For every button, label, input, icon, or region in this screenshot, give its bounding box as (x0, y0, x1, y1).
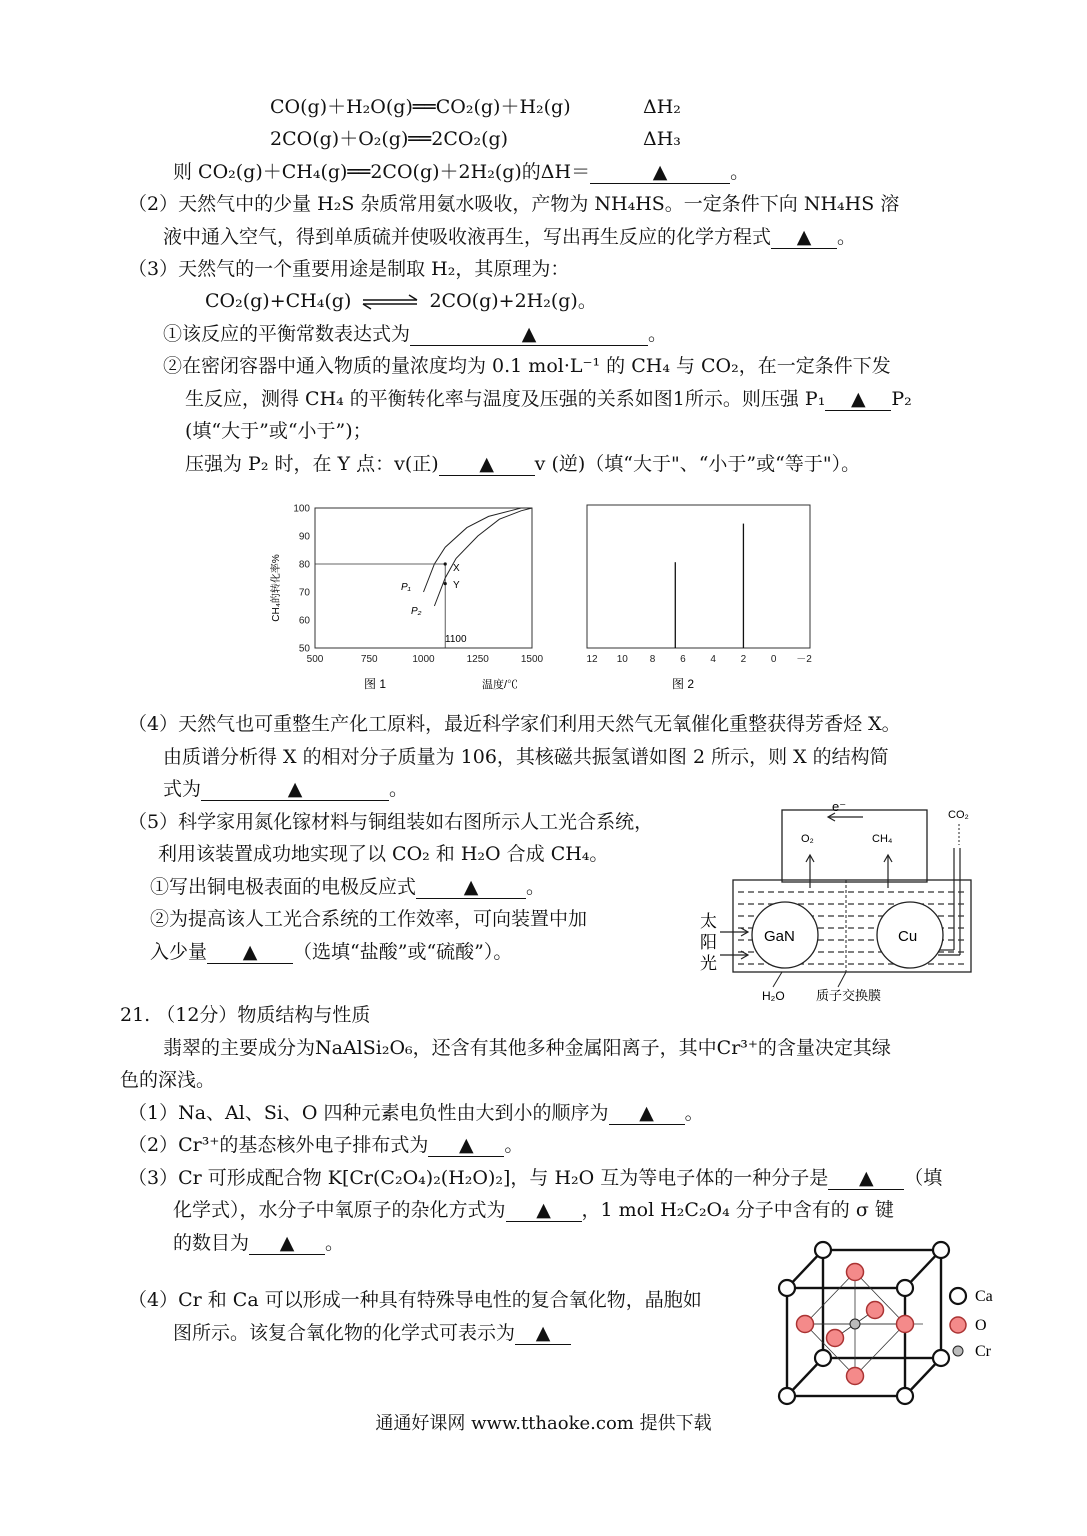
crystal-cell-diagram (765, 1238, 1030, 1408)
delta-h3: ΔH₃ (643, 128, 681, 150)
ca-atom (933, 1350, 949, 1366)
y-tick-label: 100 (293, 503, 310, 515)
question-21-3-line-3: 的数目为 ▲ 。 (173, 1232, 345, 1254)
y-tick-label: 90 (298, 531, 310, 543)
question-4-line-1: （4）天然气也可重整生产化工原料，最近科学家们利用天然气无氧催化重整获得芳香烃 X。 (128, 713, 901, 735)
question-5-1: ①写出铜电极表面的电极反应式 ▲ 。 (150, 876, 546, 898)
sun-label-3: 光 (700, 954, 717, 974)
question-21-title: 21. （12分）物质结构与性质 (120, 1004, 371, 1026)
ppm-tick-label: 8 (649, 654, 656, 665)
answer-blank: ▲ (249, 1232, 325, 1255)
h2o-label: H₂O (762, 989, 785, 1003)
question-21-intro-2: 色的深浅。 (120, 1069, 216, 1091)
x-tick-label: 750 (360, 654, 378, 665)
answer-blank: ▲ (609, 1102, 685, 1125)
o-atom (847, 1264, 864, 1281)
label-1100: 1100 (445, 634, 467, 645)
label-x: X (453, 563, 460, 574)
electron-label: e⁻ (832, 800, 847, 814)
answer-blank: ▲ (590, 161, 730, 184)
x-tick-label: 1500 (520, 654, 544, 665)
equation-line-2: 2CO(g)＋O₂(g)══2CO₂(g) (270, 128, 509, 150)
x-tick-label: 1000 (412, 654, 435, 665)
question-5-2-line-1: ②为提高该人工光合系统的工作效率，可向装置中加 (150, 908, 588, 930)
question-21-3-line-2: 化学式），水分子中氧原子的杂化方式为 ▲ ，1 mol H₂C₂O₄ 分子中含有的 σ 键 (173, 1199, 894, 1221)
external-circuit (782, 810, 927, 882)
question-3-2-line-1: ②在密闭容器中通入物质的量浓度均为 0.1 mol·L⁻¹ 的 CH₄ 与 CO₂，在一定条件下发 (163, 355, 891, 377)
y-tick-label: 80 (298, 559, 310, 571)
question-3-2-line-4: 压强为 P₂ 时，在 Y 点：v(正) ▲ v (逆)（填“大于"、“小于”或“等于"）。 (185, 453, 861, 475)
answer-blank: ▲ (410, 323, 648, 346)
figure-2-nmr (580, 498, 820, 696)
x-tick-label: 1250 (466, 654, 489, 665)
answer-blank: ▲ (439, 453, 535, 476)
y-tick-label: 60 (298, 615, 310, 627)
ca-atom (897, 1388, 913, 1404)
label-p1: P₁ (401, 582, 411, 593)
question-5-2-line-2: 入少量 ▲ （选填“盐酸”或“硫酸”）。 (150, 941, 513, 963)
ppm-tick-label: 10 (616, 654, 628, 665)
y-axis-label: CH₄的转化率% (271, 554, 282, 622)
equilibrium-arrow-icon (357, 292, 423, 312)
o-atom (897, 1316, 914, 1333)
cr-legend-icon (953, 1346, 963, 1356)
ca-legend-label: Ca (975, 1288, 993, 1305)
question-4-line-3: 式为 ▲ 。 (163, 778, 409, 800)
membrane-label: 质子交换膜 (816, 989, 882, 1004)
question-3-intro: （3）天然气的一个重要用途是制取 H₂，其原理为： (128, 258, 570, 280)
answer-blank: ▲ (771, 226, 837, 249)
ca-atom (897, 1280, 913, 1296)
answer-blank: ▲ (515, 1322, 571, 1345)
question-3-2-line-2: 生反应，测得 CH₄ 的平衡转化率与温度及压强的关系如图1所示。则压强 P₁ ▲ P₂ (185, 388, 912, 410)
question-3-equation: CO₂(g)+CH₄(g) 2CO(g)+2H₂(g)。 (205, 290, 597, 312)
answer-blank: ▲ (828, 1167, 904, 1190)
figure-1-chart (265, 498, 550, 696)
ch4-label: CH₄ (872, 833, 893, 845)
x-axis-label: 温度/℃ (481, 679, 519, 691)
question-2-line-1: （2）天然气中的少量 H₂S 杂质常用氨水吸收，产物为 NH₄HS。一定条件下向 NH₄HS 溶 (128, 193, 900, 215)
ca-legend-icon (950, 1288, 966, 1304)
equation-line-1: CO(g)＋H₂O(g)══CO₂(g)＋H₂(g) (270, 96, 571, 118)
question-21-2: （2）Cr³⁺的基态核外电子排布式为 ▲ 。 (128, 1134, 524, 1156)
nmr-frame (587, 505, 810, 648)
question-5-line-1: （5）科学家用氮化镓材料与铜组装如右图所示人工光合系统， (128, 811, 654, 833)
page-footer: 通通好课网 www.tthaoke.com 提供下载 (375, 1413, 712, 1434)
y-tick-label: 50 (298, 643, 310, 655)
label-p2: P₂ (411, 606, 422, 617)
answer-blank: ▲ (506, 1199, 582, 1222)
question-21-4-line-2: 图所示。该复合氧化物的化学式可表示为 ▲ (173, 1322, 571, 1345)
sun-label-2: 阳 (700, 933, 717, 953)
question-3-2-line-3: (填“大于”或“小于”)； (185, 420, 372, 442)
question-3-1: ①该反应的平衡常数表达式为 ▲ 。 (163, 323, 668, 345)
ppm-tick-label: 12 (586, 654, 598, 665)
cu-label: Cu (898, 928, 918, 945)
o-atom (847, 1368, 864, 1385)
question-2-line-2: 液中通入空气，得到单质硫并使吸收液再生，写出再生反应的化学方程式 ▲ 。 (163, 226, 857, 248)
ca-atom (779, 1388, 795, 1404)
y-tick-label: 70 (298, 587, 310, 599)
question-4-line-2: 由质谱分析得 X 的相对分子质量为 106，其核磁共振氢谱如图 2 所示，则 X 的结构简 (163, 746, 889, 768)
o2-label: O₂ (801, 833, 814, 845)
question-5-line-2: 利用该装置成功地实现了以 CO₂ 和 H₂O 合成 CH₄。 (158, 843, 609, 865)
ppm-tick-label: －2 (796, 654, 812, 665)
point-y (444, 582, 447, 585)
ppm-tick-label: 0 (770, 654, 777, 665)
o-atom (867, 1302, 884, 1319)
question-21-3-line-1: （3）Cr 可形成配合物 K[Cr(C₂O₄)₂(H₂O)₂]，与 H₂O 互为等电子体的一种分子是 ▲ （填 (128, 1167, 943, 1189)
o-legend-label: O (975, 1317, 987, 1334)
answer-blank: ▲ (428, 1134, 504, 1157)
ppm-tick-label: 6 (680, 654, 686, 665)
o-atom (797, 1316, 814, 1333)
sun-label-1: 太 (700, 912, 717, 932)
question-21-1: （1）Na、Al、Si、O 四种元素电负性由大到小的顺序为 ▲ 。 (128, 1102, 704, 1124)
answer-blank: ▲ (825, 388, 891, 411)
question-1-end: 则 CO₂(g)＋CH₄(g)══2CO(g)＋2H₂(g)的ΔH＝ ▲ 。 (173, 161, 750, 183)
ppm-tick-label: 2 (740, 654, 747, 665)
co2-label: CO₂ (948, 809, 969, 821)
figure-2-caption: 图 2 (671, 677, 695, 691)
ppm-tick-label: 4 (710, 654, 716, 665)
delta-h2: ΔH₂ (643, 96, 681, 118)
o-atom (827, 1330, 844, 1347)
question-21-4-line-1: （4）Cr 和 Ca 可以形成一种具有特殊导电性的复合氧化物，晶胞如 (128, 1289, 702, 1311)
gan-label: GaN (764, 928, 795, 945)
cr-legend-label: Cr (975, 1343, 991, 1360)
photosynthesis-cell-diagram (698, 800, 978, 1005)
ca-atom (815, 1350, 831, 1366)
series-p2-line (434, 508, 532, 606)
ca-atom (779, 1280, 795, 1296)
answer-blank: ▲ (201, 778, 389, 801)
label-y: Y (453, 580, 460, 591)
o-legend-icon (950, 1317, 966, 1333)
cr-atom (850, 1319, 860, 1329)
x-tick-label: 500 (306, 654, 324, 665)
figure-1-caption: 图 1 (363, 677, 387, 691)
series-p1-line (424, 508, 533, 592)
ca-atom (815, 1242, 831, 1258)
ca-atom (933, 1242, 949, 1258)
plot-frame (315, 508, 532, 648)
answer-blank: ▲ (207, 941, 293, 964)
question-21-intro-1: 翡翠的主要成分为NaAlSi₂O₆，还含有其他多种金属阳离子，其中Cr³⁺的含量决定其绿 (163, 1037, 891, 1059)
point-x (444, 562, 447, 565)
answer-blank: ▲ (416, 876, 526, 899)
